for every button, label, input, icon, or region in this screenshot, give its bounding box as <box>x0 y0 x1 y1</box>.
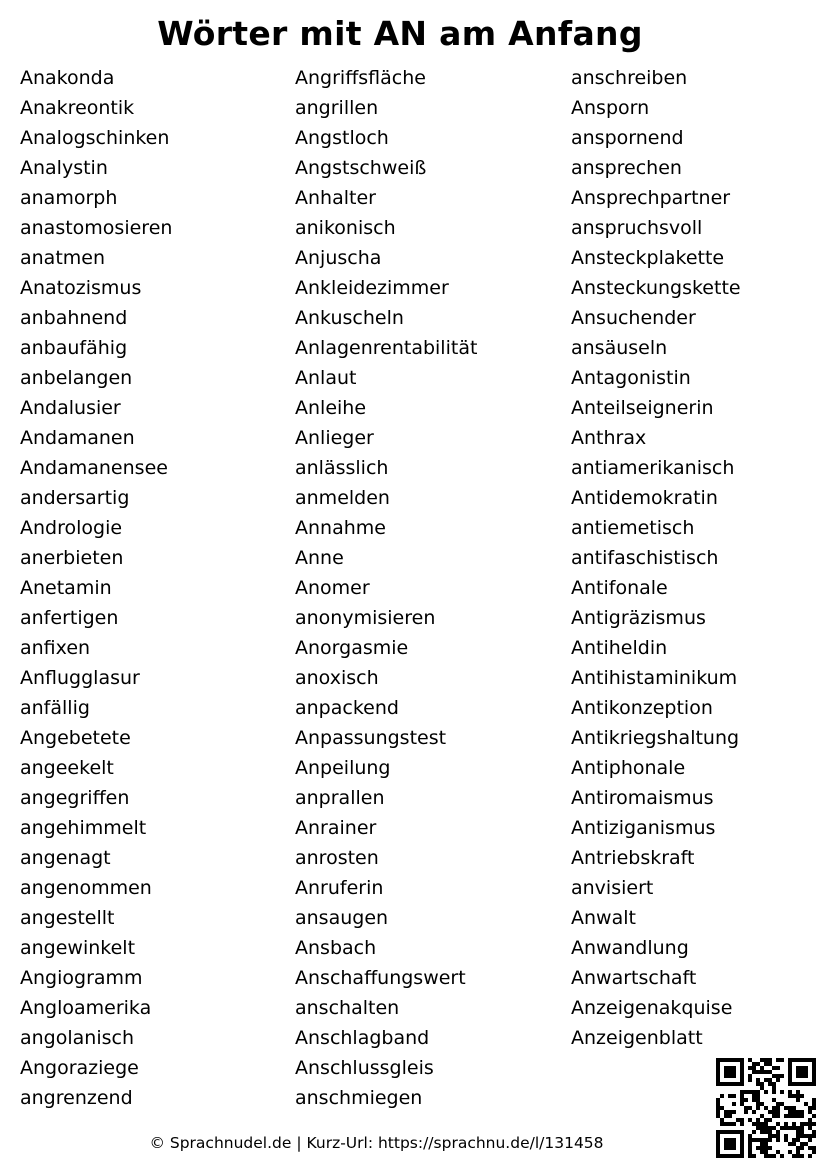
word-item: Anne <box>295 547 344 569</box>
word-item: anbahnend <box>20 307 128 329</box>
word-item: Antikonzeption <box>571 697 713 719</box>
word-item: Anomer <box>295 577 370 599</box>
word-item: Antagonistin <box>571 367 691 389</box>
word-item: angestellt <box>20 907 115 929</box>
word-item: anschreiben <box>571 67 688 89</box>
word-item: angolanisch <box>20 1027 134 1049</box>
word-item: anbelangen <box>20 367 133 389</box>
word-item: Anzeigenakquise <box>571 997 733 1019</box>
word-item: antifaschistisch <box>571 547 719 569</box>
word-item: Anschlagband <box>295 1027 430 1049</box>
word-item: Anzeigenblatt <box>571 1027 703 1049</box>
word-item: anschmiegen <box>295 1087 423 1109</box>
word-column-1 <box>20 63 172 1113</box>
word-item: anvisiert <box>571 877 654 899</box>
word-item: anschalten <box>295 997 400 1019</box>
word-item: anoxisch <box>295 667 379 689</box>
word-item: Ansteckungskette <box>571 277 741 299</box>
footer-credit: © Sprachnudel.de | Kurz-Url: https://sprachnu.de/l/131458 <box>149 1134 604 1152</box>
page-title: Wörter mit AN am Anfang <box>157 14 643 53</box>
word-item: Anlagenrentabilität <box>295 337 478 359</box>
word-item: Andamanen <box>20 427 135 449</box>
word-item: anrosten <box>295 847 379 869</box>
word-item: Anakonda <box>20 67 115 89</box>
word-item: anikonisch <box>295 217 396 239</box>
word-item: Anrainer <box>295 817 377 839</box>
word-item: Anatozismus <box>20 277 142 299</box>
word-item: angenagt <box>20 847 111 869</box>
word-item: anspornend <box>571 127 684 149</box>
word-item: Angstloch <box>295 127 389 149</box>
word-item: anonymisieren <box>295 607 436 629</box>
word-item: anbaufähig <box>20 337 128 359</box>
word-item: Analystin <box>20 157 108 179</box>
word-item: Anthrax <box>571 427 647 449</box>
word-item: Anschlussgleis <box>295 1057 434 1079</box>
word-item: Anleihe <box>295 397 367 419</box>
word-item: anerbieten <box>20 547 124 569</box>
word-item: Ansteckplakette <box>571 247 725 269</box>
word-item: angrillen <box>295 97 379 119</box>
word-item: Antiziganismus <box>571 817 716 839</box>
word-item: Antriebskraft <box>571 847 695 869</box>
word-item: ansprechen <box>571 157 682 179</box>
word-item: anatmen <box>20 247 106 269</box>
word-item: Analogschinken <box>20 127 170 149</box>
word-item: andersartig <box>20 487 130 509</box>
word-item: antiamerikanisch <box>571 457 735 479</box>
word-item: Ansprechpartner <box>571 187 731 209</box>
word-item: Anakreontik <box>20 97 135 119</box>
word-item: Anruferin <box>295 877 384 899</box>
word-item: Ansbach <box>295 937 377 959</box>
word-item: Angstschweiß <box>295 157 427 179</box>
word-item: Ansuchender <box>571 307 696 329</box>
word-item: Antiheldin <box>571 637 668 659</box>
word-item: Anpassungstest <box>295 727 447 749</box>
word-item: antiemetisch <box>571 517 695 539</box>
word-item: Andrologie <box>20 517 123 539</box>
word-item: Ankleidezimmer <box>295 277 449 299</box>
word-item: anfixen <box>20 637 91 659</box>
word-item: Anjuscha <box>295 247 382 269</box>
word-item: anamorph <box>20 187 118 209</box>
word-item: anlässlich <box>295 457 389 479</box>
word-item: Antifonale <box>571 577 668 599</box>
word-item: Antiphonale <box>571 757 686 779</box>
word-item: Angiogramm <box>20 967 143 989</box>
word-item: Ankuscheln <box>295 307 404 329</box>
word-item: anpackend <box>295 697 399 719</box>
word-item: angenommen <box>20 877 152 899</box>
word-item: Angriffsfläche <box>295 67 426 89</box>
word-item: Anlieger <box>295 427 374 449</box>
word-item: angehimmelt <box>20 817 147 839</box>
word-item: angrenzend <box>20 1087 133 1109</box>
word-item: Antihistaminikum <box>571 667 738 689</box>
word-item: Annahme <box>295 517 386 539</box>
word-item: Anorgasmie <box>295 637 409 659</box>
qr-code-icon <box>716 1058 816 1158</box>
word-item: ansäuseln <box>571 337 668 359</box>
word-item: Anteilseignerin <box>571 397 714 419</box>
word-item: Antigräzismus <box>571 607 706 629</box>
word-item: anfertigen <box>20 607 119 629</box>
word-item: ansaugen <box>295 907 389 929</box>
word-item: Anwalt <box>571 907 636 929</box>
word-item: angewinkelt <box>20 937 136 959</box>
word-item: Ansporn <box>571 97 650 119</box>
word-item: Anschaffungswert <box>295 967 466 989</box>
word-item: angeekelt <box>20 757 114 779</box>
word-item: Angebetete <box>20 727 131 749</box>
word-item: anfällig <box>20 697 90 719</box>
word-item: Anwandlung <box>571 937 689 959</box>
word-item: Angloamerika <box>20 997 152 1019</box>
word-column-2 <box>295 63 477 1113</box>
word-item: Anwartschaft <box>571 967 697 989</box>
word-item: Angoraziege <box>20 1057 139 1079</box>
word-item: anmelden <box>295 487 390 509</box>
word-item: anprallen <box>295 787 385 809</box>
word-item: Antidemokratin <box>571 487 718 509</box>
word-item: Anlaut <box>295 367 357 389</box>
word-column-3 <box>571 63 741 1053</box>
word-item: Anetamin <box>20 577 112 599</box>
word-item: Anhalter <box>295 187 376 209</box>
word-item: anspruchsvoll <box>571 217 703 239</box>
word-item: Andamanensee <box>20 457 168 479</box>
word-item: Antikriegshaltung <box>571 727 740 749</box>
word-item: Antiromaismus <box>571 787 714 809</box>
word-item: angegriffen <box>20 787 130 809</box>
word-item: Anpeilung <box>295 757 391 779</box>
word-item: anastomosieren <box>20 217 173 239</box>
word-item: Andalusier <box>20 397 121 419</box>
word-item: Anflugglasur <box>20 667 140 689</box>
